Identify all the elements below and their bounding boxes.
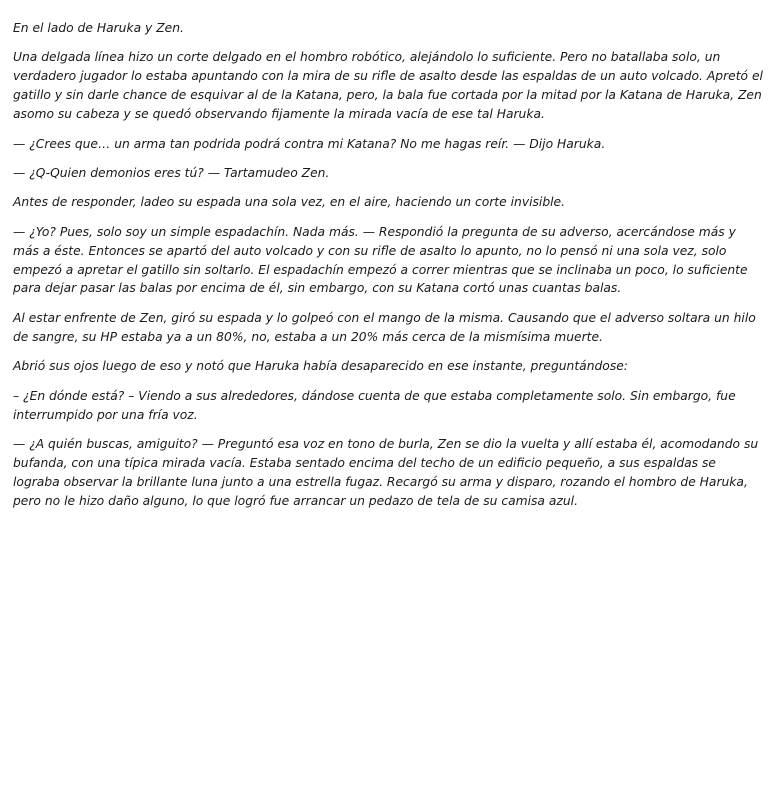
paragraph-scene-heading: En el lado de Haruka y Zen.: [13, 21, 184, 35]
paragraph-dialogue: — ¿A quién buscas, amiguito? — Preguntó esa voz en tono de burla, Zen se dio la vuelta y allí estaba él, acomodando su bufanda, con una típica mirada vacía. Estaba sentado encima del techo de un edificio pequeño, a sus espaldas se lograba observar la brillante luna junto a una estrella fugaz. Recargó su arma y disparo, rozando el hombro de Haruka, pero no le hizo daño alguno, lo que logró fue arrancar un pedazo de tela de su camisa azul.: [13, 436, 759, 508]
paragraph-narration: Antes de responder, ladeo su espada una sola vez, en el aire, haciendo un corte invisible.: [13, 195, 566, 210]
paragraph-narration: Abrió sus ojos luego de eso y notó que Haruka había desaparecido en ese instante, preguntándose:: [13, 359, 628, 374]
paragraph-dialogue: — ¿Yo? Pues, solo soy un simple espadachín. Nada más. — Respondió la pregunta de su adverso, acercándose más y más a éste. Entonces se apartó del auto volcado y con su rifle de asalto lo apunto, no lo pensó ni una sola vez, solo empezó a apretar el gatillo sin soltarlo. El espadachín empezó a correr mientras que se inclinaba un poco, lo suficiente para dejar pasar las balas por encima de él, sin embargo, con su Katana cortó unas cuantas balas.: [13, 224, 748, 296]
paragraph-dialogue: — ¿Q-Quien demonios eres tú? — Tartamudeo Zen.: [13, 165, 330, 180]
paragraph-narration: Al estar enfrente de Zen, giró su espada y lo golpeó con el mango de la misma. Causando que el adverso soltara un hilo de sangre, su HP estaba ya a un 80%, no, estaba a un 20% más cerca de la mismísima muerte.: [13, 310, 756, 344]
paragraph-dialogue: — ¿Crees que… un arma tan podrida podrá contra mi Katana? No me hagas reír. — Dijo Haruka.: [13, 136, 606, 151]
document-body: [13, 19, 765, 521]
paragraph-dialogue: – ¿En dónde está? – Viendo a sus alrededores, dándose cuenta de que estaba completamente solo. Sin embargo, fue interrumpido por una fría voz.: [13, 388, 736, 422]
paragraph-narration: Una delgada línea hizo un corte delgado en el hombro robótico, alejándolo lo suficiente. Pero no batallaba solo, un verdadero jugador lo estaba apuntando con la mira de su rifle de asalto desde las espaldas de un auto volcado. Apretó el gatillo y sin darle chance de esquivar al de la Katana, pero, la bala fue cortada por la mitad por la Katana de Haruka, Zen asomo su cabeza y se quedó observando fijamente la mirada vacía de ese tal Haruka.: [13, 50, 763, 122]
